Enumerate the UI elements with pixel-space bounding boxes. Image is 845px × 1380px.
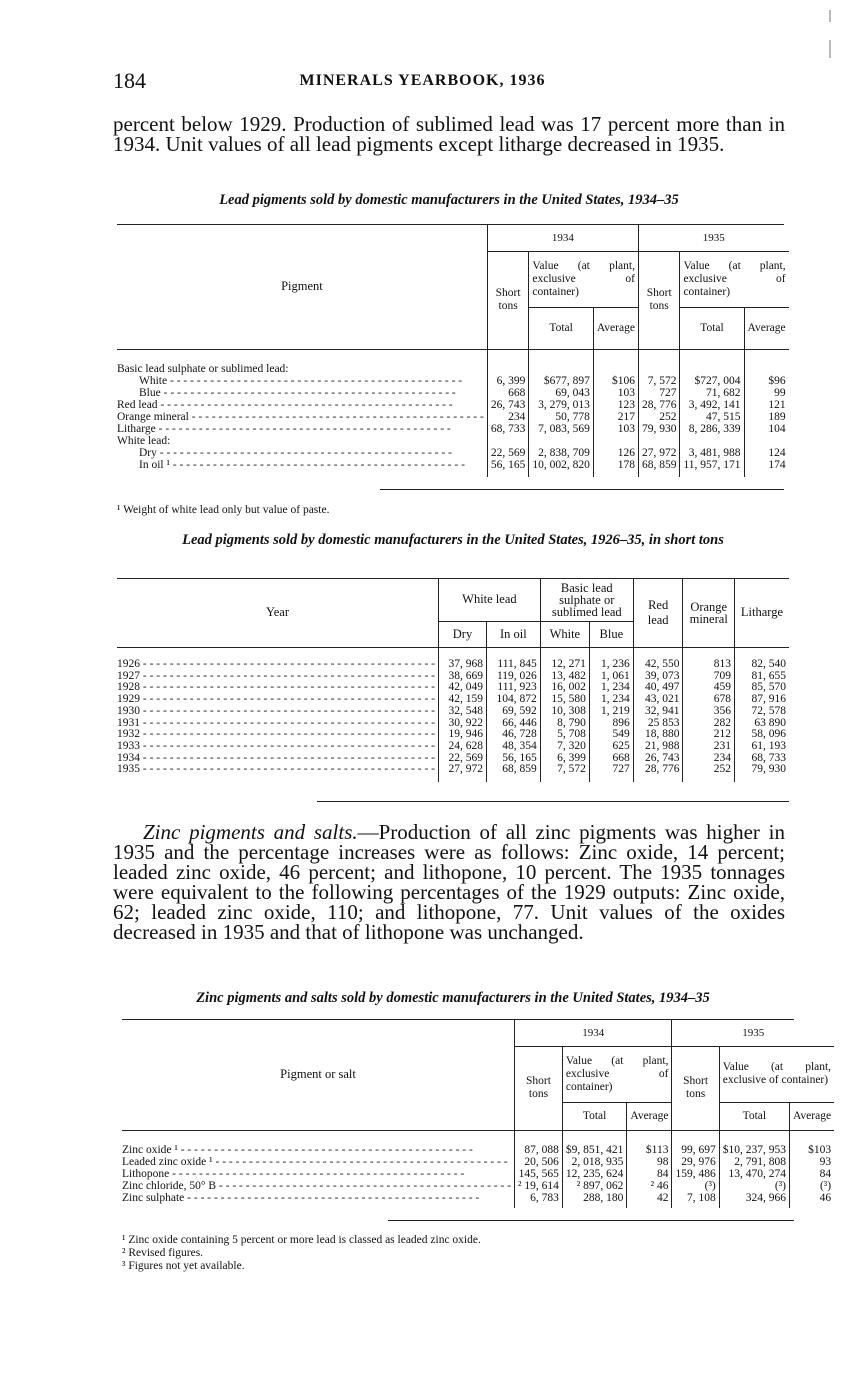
table-cell: 79, 930 <box>638 423 680 435</box>
table-row <box>117 659 789 671</box>
row-label-text: White lead: <box>117 435 171 447</box>
table-cell: 10, 002, 820 <box>529 459 594 471</box>
row-label <box>122 1180 515 1192</box>
table-cell: 21, 988 <box>633 741 683 753</box>
table-cell: 813 <box>683 659 734 671</box>
table-row <box>117 447 789 459</box>
table-cell: 63 890 <box>734 718 789 730</box>
table-cell: 68, 733 <box>734 753 789 765</box>
col-header-red-lead: Red lead <box>633 579 683 647</box>
table-cell: 32, 941 <box>633 706 683 718</box>
table-cell: 99 <box>744 387 789 399</box>
table-cell: 72, 578 <box>734 706 789 718</box>
table-cell: 7, 108 <box>672 1192 719 1204</box>
col-header-year: Year <box>117 579 439 647</box>
table-cell: $9, 851, 421 <box>562 1144 627 1156</box>
table-cell: 39, 073 <box>633 671 683 683</box>
table-cell: 3, 279, 013 <box>529 399 594 411</box>
table-cell: 103 <box>593 423 638 435</box>
row-label-text: 1927 - - - <box>117 671 435 682</box>
table-cell: 47, 515 <box>680 411 744 423</box>
zinc-paragraph-text: —Production of all zinc pigments was higher in 1935 and the percentage increases were as follows: Zinc oxide, 14 percent; leaded zinc oxide, 46 percent; and lithopone, 10 percent. The 1935 tonnages were equivalent to the following percentages of the 1929 outputs: Zinc oxide, 62; leaded zinc oxide, 110; and lithopone, 77. Unit values of the oxides decreased in 1935 and that of lithopone was unchanged. <box>113 820 785 944</box>
table-cell: 11, 957, 171 <box>680 459 744 471</box>
table-cell: (³) <box>719 1180 789 1192</box>
col-header-blue: Blue <box>589 621 633 647</box>
row-label-text: Leaded zinc oxide ¹ - - - <box>122 1156 508 1168</box>
table-cell: 27, 972 <box>439 764 487 776</box>
table-cell: 217 <box>593 411 638 423</box>
table-cell: (³) <box>672 1180 719 1192</box>
table-cell: 2, 791, 808 <box>719 1156 789 1168</box>
table-cell: 87, 088 <box>515 1144 563 1156</box>
table-cell: 79, 930 <box>734 764 789 776</box>
table-cell: 69, 592 <box>486 706 540 718</box>
table-cell: 46, 728 <box>486 729 540 741</box>
row-label <box>117 694 439 706</box>
table-cell: 16, 002 <box>540 682 589 694</box>
table-cell <box>529 435 594 447</box>
table-cell: 84 <box>627 1168 672 1180</box>
col-header-white: White <box>540 621 589 647</box>
page-number: 184 <box>113 68 146 93</box>
col-header-total: Total <box>562 1102 627 1130</box>
table-cell: 7, 320 <box>540 741 589 753</box>
table-cell: 896 <box>589 718 633 730</box>
row-label <box>117 671 439 683</box>
table-cell <box>680 435 744 447</box>
row-label-text: In oil ¹ - - - <box>139 459 465 471</box>
table-cell: 625 <box>589 741 633 753</box>
table-cell: 22, 569 <box>439 753 487 765</box>
table-cell <box>593 363 638 375</box>
col-header-1935: 1935 <box>638 225 788 251</box>
crop-mark <box>829 40 831 58</box>
col-header-orange-mineral: Orange mineral <box>683 579 734 647</box>
table-cell: 668 <box>589 753 633 765</box>
table1-footnote: ¹ Weight of white lead only but value of paste. <box>117 504 330 516</box>
col-header-value: Value (at plant, exclusive of container) <box>719 1046 834 1102</box>
table-cell <box>680 363 744 375</box>
row-label-text: 1931 - - - <box>117 718 435 729</box>
table-cell: 123 <box>593 399 638 411</box>
table-cell <box>487 363 529 375</box>
table-row <box>117 706 789 718</box>
table-row <box>117 399 789 411</box>
table-cell: 7, 572 <box>540 764 589 776</box>
table-cell: 7, 572 <box>638 375 680 387</box>
table-cell: 56, 165 <box>487 459 529 471</box>
table-cell: 38, 669 <box>439 671 487 683</box>
row-label-text: 1928 - - - <box>117 682 435 693</box>
table-row <box>117 741 789 753</box>
row-label-text: Litharge - - - <box>117 423 451 435</box>
row-label <box>117 706 439 718</box>
row-label <box>117 411 487 423</box>
row-label-text: Orange mineral - - - <box>117 411 484 423</box>
table-row <box>122 1168 834 1180</box>
table-cell: 87, 916 <box>734 694 789 706</box>
table3 <box>122 1020 834 1208</box>
table-cell: 82, 540 <box>734 659 789 671</box>
row-label <box>122 1156 515 1168</box>
table-cell: 98 <box>627 1156 672 1168</box>
table-cell: 28, 776 <box>633 764 683 776</box>
table-row <box>117 363 789 375</box>
table-cell: 29, 976 <box>672 1156 719 1168</box>
table-cell: 1, 061 <box>589 671 633 683</box>
table-cell: 178 <box>593 459 638 471</box>
table-row <box>122 1180 834 1192</box>
row-label-text: 1926 - - - <box>117 659 435 670</box>
table-row <box>117 387 789 399</box>
table-cell: 12, 271 <box>540 659 589 671</box>
row-label-text: Blue - - - <box>139 387 456 399</box>
table-row <box>122 1192 834 1204</box>
table-cell: 189 <box>744 411 789 423</box>
table-cell: 58, 096 <box>734 729 789 741</box>
table-cell: ² 46 <box>627 1180 672 1192</box>
row-label <box>117 435 487 447</box>
row-label <box>117 423 487 435</box>
table-cell: 231 <box>683 741 734 753</box>
row-label <box>117 741 439 753</box>
table-cell: 26, 743 <box>633 753 683 765</box>
table-cell: 174 <box>744 459 789 471</box>
table-cell: 68, 859 <box>486 764 540 776</box>
table-cell: 42, 159 <box>439 694 487 706</box>
table-cell: $727, 004 <box>680 375 744 387</box>
table-cell: 68, 859 <box>638 459 680 471</box>
row-label-text: 1932 - - - <box>117 729 435 740</box>
row-label <box>117 399 487 411</box>
table-cell <box>487 435 529 447</box>
table-cell: ² 19, 614 <box>515 1180 563 1192</box>
table-cell <box>638 363 680 375</box>
table1 <box>117 225 789 477</box>
table2-bottom-rule <box>317 801 789 802</box>
table-cell: 126 <box>593 447 638 459</box>
row-label <box>117 659 439 671</box>
row-label-text: Red lead - - - <box>117 399 453 411</box>
col-header-value: Value (at plant, exclusive of container) <box>680 251 789 307</box>
footnote-2: ² Revised figures. <box>122 1247 204 1259</box>
table-cell: 288, 180 <box>562 1192 627 1204</box>
col-header-litharge: Litharge <box>734 579 789 647</box>
table-cell: 212 <box>683 729 734 741</box>
table-cell: 234 <box>487 411 529 423</box>
col-header-pigment: Pigment <box>117 225 487 349</box>
table-cell: 549 <box>589 729 633 741</box>
table-cell: 69, 043 <box>529 387 594 399</box>
table-cell: 6, 399 <box>540 753 589 765</box>
table-cell <box>529 363 594 375</box>
table-cell: 459 <box>683 682 734 694</box>
table-cell: 1, 234 <box>589 682 633 694</box>
row-label <box>117 363 487 375</box>
table-cell: 7, 083, 569 <box>529 423 594 435</box>
col-header-in-oil: In oil <box>486 621 540 647</box>
row-label-text: 1934 - - - <box>117 753 435 764</box>
table-cell: 26, 743 <box>487 399 529 411</box>
table-row <box>117 459 789 471</box>
row-label-text: Zinc chloride, 50° B - - - <box>122 1180 511 1192</box>
table-cell: 2, 838, 709 <box>529 447 594 459</box>
table-cell: $113 <box>627 1144 672 1156</box>
row-label-text: Basic lead sulphate or sublimed lead: <box>117 363 289 375</box>
table-cell: 104, 872 <box>486 694 540 706</box>
row-label <box>117 447 487 459</box>
table-cell: 234 <box>683 753 734 765</box>
col-header-total: Total <box>529 307 594 349</box>
zinc-paragraph <box>113 822 785 942</box>
row-label <box>117 729 439 741</box>
table2-caption: Lead pigments sold by domestic manufacturers in the United States, 1926–35, in short tons <box>182 532 724 548</box>
table-cell: 3, 492, 141 <box>680 399 744 411</box>
table-cell: 50, 778 <box>529 411 594 423</box>
table-cell: 84 <box>789 1168 834 1180</box>
col-header-short-tons: Short tons <box>515 1046 563 1130</box>
table-cell: 252 <box>638 411 680 423</box>
table-cell: 66, 446 <box>486 718 540 730</box>
table-row <box>122 1156 834 1168</box>
table-cell: 13, 470, 274 <box>719 1168 789 1180</box>
row-label <box>117 764 439 776</box>
table-cell <box>744 435 789 447</box>
col-header-value: Value (at plant, exclusive of container) <box>529 251 639 307</box>
table-cell: 22, 569 <box>487 447 529 459</box>
table-cell: 159, 486 <box>672 1168 719 1180</box>
row-label <box>122 1192 515 1204</box>
table-cell: 18, 880 <box>633 729 683 741</box>
table-cell: 104 <box>744 423 789 435</box>
table-cell: 48, 354 <box>486 741 540 753</box>
row-label <box>117 718 439 730</box>
table-cell: 6, 399 <box>487 375 529 387</box>
col-header-total: Total <box>719 1102 789 1130</box>
table3-footnotes <box>122 1234 481 1273</box>
table-cell: 61, 193 <box>734 741 789 753</box>
row-label <box>117 459 487 471</box>
table-cell: 15, 580 <box>540 694 589 706</box>
table-cell: (³) <box>789 1180 834 1192</box>
intro-paragraph: percent below 1929. Production of sublimed lead was 17 percent more than in 1934. Unit values of all lead pigments except litharge decreased in 1935. <box>113 112 785 156</box>
table-cell: 709 <box>683 671 734 683</box>
table-cell: 99, 697 <box>672 1144 719 1156</box>
table-row <box>122 1144 834 1156</box>
table-cell: 6, 783 <box>515 1192 563 1204</box>
table-cell: 356 <box>683 706 734 718</box>
table-cell: 25 853 <box>633 718 683 730</box>
row-label <box>117 682 439 694</box>
table-cell: 27, 972 <box>638 447 680 459</box>
col-header-white-lead: White lead <box>439 579 541 621</box>
row-label-text: Lithopone - - - <box>122 1168 464 1180</box>
table-cell: 10, 308 <box>540 706 589 718</box>
table-cell: 8, 286, 339 <box>680 423 744 435</box>
table-cell: 28, 776 <box>638 399 680 411</box>
col-header-1934: 1934 <box>515 1020 672 1046</box>
table-cell: 85, 570 <box>734 682 789 694</box>
table-cell: 68, 733 <box>487 423 529 435</box>
table-cell: 24, 628 <box>439 741 487 753</box>
table-cell: 103 <box>593 387 638 399</box>
row-label-text: Zinc sulphate - - - <box>122 1192 479 1204</box>
table1-bottom-rule <box>380 489 784 490</box>
table-cell: 46 <box>789 1192 834 1204</box>
table-cell: 40, 497 <box>633 682 683 694</box>
footnote-3: ³ Figures not yet available. <box>122 1260 245 1272</box>
col-header-dry: Dry <box>439 621 487 647</box>
row-label-text: 1935 - - - <box>117 764 435 775</box>
row-label <box>117 387 487 399</box>
row-label-text: Zinc oxide ¹ - - - <box>122 1144 473 1156</box>
table-cell: 1, 219 <box>589 706 633 718</box>
table2 <box>117 579 789 782</box>
row-label-text: 1929 - - - <box>117 694 435 705</box>
table-cell: 119, 026 <box>486 671 540 683</box>
row-label <box>117 375 487 387</box>
col-header-basic-lead-sulphate: Basic lead sulphate or sublimed lead <box>540 579 633 621</box>
col-header-average: Average <box>593 307 638 349</box>
row-label-text: Dry - - - <box>139 447 452 459</box>
table-cell: 19, 946 <box>439 729 487 741</box>
zinc-paragraph-heading: Zinc pigments and salts. <box>143 820 358 844</box>
table-cell: 13, 482 <box>540 671 589 683</box>
table-cell: 42, 550 <box>633 659 683 671</box>
table-cell: 2, 018, 935 <box>562 1156 627 1168</box>
table-cell <box>744 363 789 375</box>
row-label <box>122 1144 515 1156</box>
table-cell: 42 <box>627 1192 672 1204</box>
col-header-1935: 1935 <box>672 1020 834 1046</box>
table-cell: 727 <box>638 387 680 399</box>
col-header-average: Average <box>789 1102 834 1130</box>
table-row <box>117 411 789 423</box>
table-cell: 252 <box>683 764 734 776</box>
table3-bottom-rule <box>388 1220 794 1221</box>
col-header-average: Average <box>744 307 789 349</box>
table-row <box>117 375 789 387</box>
table-cell: ² 897, 062 <box>562 1180 627 1192</box>
table-cell: 12, 235, 624 <box>562 1168 627 1180</box>
table-cell: 1, 236 <box>589 659 633 671</box>
table-cell: 42, 049 <box>439 682 487 694</box>
table1-caption: Lead pigments sold by domestic manufacturers in the United States, 1934–35 <box>219 192 679 208</box>
table-cell: 124 <box>744 447 789 459</box>
table-cell: 32, 548 <box>439 706 487 718</box>
table-cell: 81, 655 <box>734 671 789 683</box>
table-cell: 324, 966 <box>719 1192 789 1204</box>
col-header-total: Total <box>680 307 744 349</box>
col-header-value: Value (at plant, exclusive of container) <box>562 1046 672 1102</box>
table-cell: 93 <box>789 1156 834 1168</box>
table-cell: $677, 897 <box>529 375 594 387</box>
row-label-text: 1933 - - - <box>117 741 435 752</box>
table3-caption: Zinc pigments and salts sold by domestic manufacturers in the United States, 1934–35 <box>196 990 710 1006</box>
row-label <box>117 753 439 765</box>
table-cell: 111, 845 <box>486 659 540 671</box>
table-cell: 56, 165 <box>486 753 540 765</box>
table-cell: $106 <box>593 375 638 387</box>
col-header-pigment-or-salt: Pigment or salt <box>122 1020 515 1130</box>
table-cell: 111, 923 <box>486 682 540 694</box>
table-cell: 43, 021 <box>633 694 683 706</box>
table-cell: 30, 922 <box>439 718 487 730</box>
col-header-short-tons: Short tons <box>487 251 529 349</box>
table-cell: $103 <box>789 1144 834 1156</box>
table-cell: 20, 506 <box>515 1156 563 1168</box>
table-row <box>117 764 789 776</box>
table-cell <box>593 435 638 447</box>
col-header-short-tons: Short tons <box>638 251 680 349</box>
row-label <box>122 1168 515 1180</box>
table-cell: 37, 968 <box>439 659 487 671</box>
col-header-1934: 1934 <box>487 225 638 251</box>
table-cell: 3, 481, 988 <box>680 447 744 459</box>
table-cell <box>638 435 680 447</box>
row-label-text: 1930 - - - <box>117 706 435 717</box>
table-cell: 5, 708 <box>540 729 589 741</box>
table-cell: 727 <box>589 764 633 776</box>
table-cell: 145, 565 <box>515 1168 563 1180</box>
table-cell: $10, 237, 953 <box>719 1144 789 1156</box>
crop-mark <box>829 10 831 22</box>
table-cell: 668 <box>487 387 529 399</box>
table-cell: 121 <box>744 399 789 411</box>
col-header-average: Average <box>627 1102 672 1130</box>
footnote-1: ¹ Zinc oxide containing 5 percent or more lead is classed as leaded zinc oxide. <box>122 1234 481 1246</box>
col-header-short-tons: Short tons <box>672 1046 719 1130</box>
running-title: MINERALS YEARBOOK, 1936 <box>299 72 546 89</box>
table-row <box>117 435 789 447</box>
table-cell: 1, 234 <box>589 694 633 706</box>
table-cell: $96 <box>744 375 789 387</box>
table-cell: 678 <box>683 694 734 706</box>
table-cell: 71, 682 <box>680 387 744 399</box>
table-cell: 8, 790 <box>540 718 589 730</box>
row-label-text: White - - - <box>139 375 462 387</box>
table-row <box>117 423 789 435</box>
table-cell: 282 <box>683 718 734 730</box>
